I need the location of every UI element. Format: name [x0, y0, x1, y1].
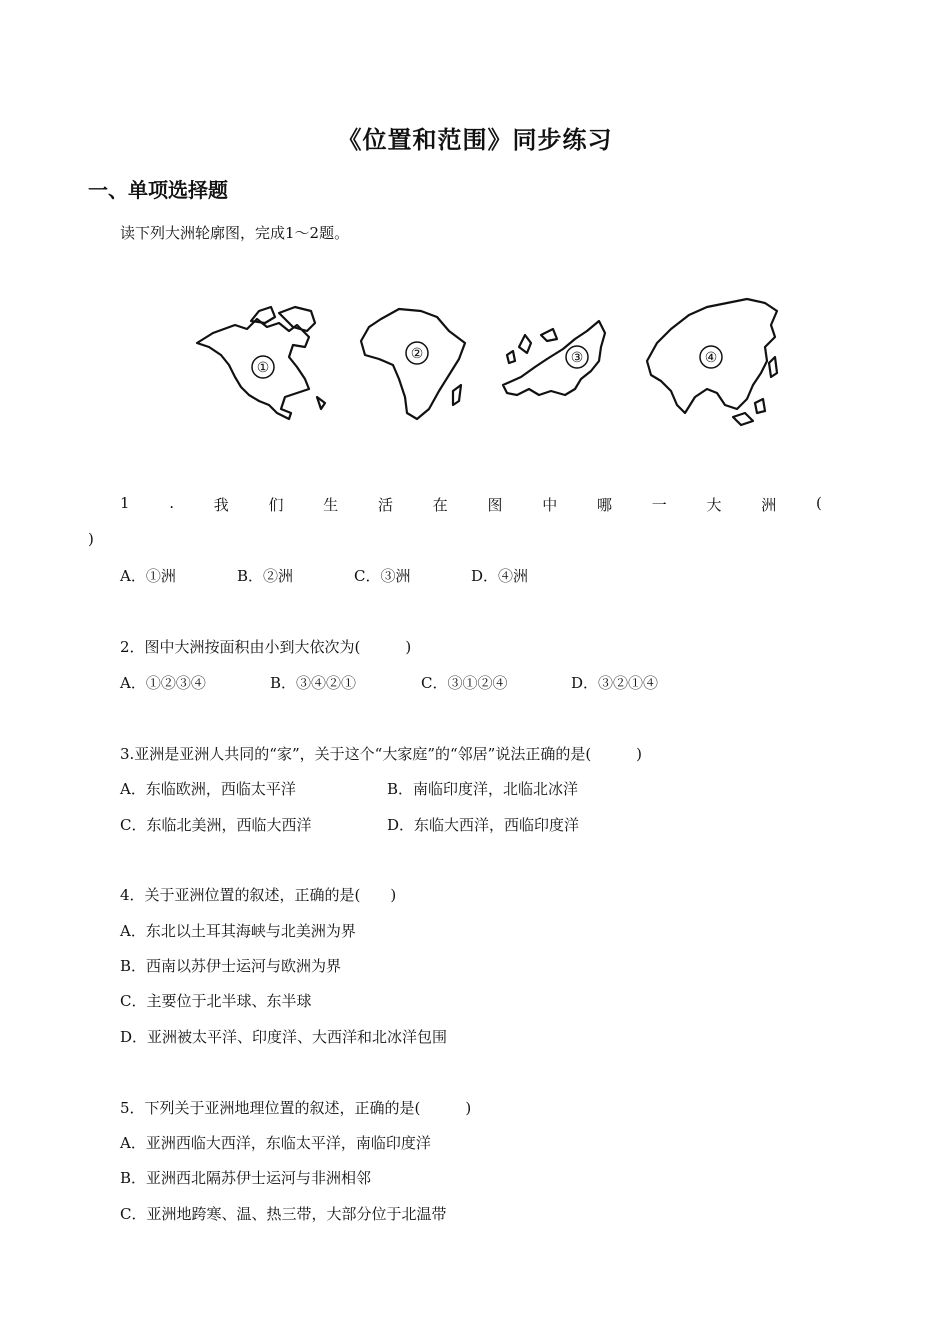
option-d[interactable]: D．③②①④	[571, 674, 659, 692]
question-4-stem: 4．关于亚洲位置的叙述，正确的是( )	[120, 886, 397, 904]
stem-char: 活	[378, 496, 394, 514]
stem-char: 洲	[761, 496, 777, 514]
option-b[interactable]: B．南临印度洋，北临北冰洋	[387, 780, 579, 798]
continent-outline-figure	[185, 285, 785, 440]
option-c[interactable]: C．③①②④	[421, 674, 508, 692]
question-1-stem-tail: )	[88, 530, 94, 548]
option-d[interactable]: D．④洲	[471, 567, 529, 585]
page-title: 《位置和范围》同步练习	[337, 126, 613, 154]
stem-char: 在	[432, 496, 448, 514]
stem-char: 大	[706, 496, 722, 514]
option-c[interactable]: C．主要位于北半球、东半球	[120, 992, 312, 1010]
question-5-stem: 5．下列关于亚洲地理位置的叙述，正确的是( )	[120, 1099, 472, 1117]
map-label-3: ③	[570, 350, 584, 366]
stem-char: 我	[213, 496, 229, 514]
question-3-options-row-1	[120, 778, 820, 798]
stem-char: 中	[542, 496, 558, 514]
option-b[interactable]: B．西南以苏伊士运河与欧洲为界	[120, 957, 342, 975]
intro-text: 读下列大洲轮廓图，完成1～2题。	[120, 224, 350, 242]
option-a[interactable]: A．①洲	[120, 567, 176, 585]
question-2-options	[120, 672, 820, 692]
option-a[interactable]: A．东北以土耳其海峡与北美洲为界	[120, 922, 356, 940]
map-continent-3	[503, 321, 605, 395]
option-a[interactable]: A．①②③④	[120, 674, 206, 692]
option-b[interactable]: B．②洲	[237, 567, 294, 585]
option-c[interactable]: C．东临北美洲，西临大西洋	[120, 816, 312, 834]
stem-char: 一	[651, 496, 667, 514]
option-d[interactable]: D．亚洲被太平洋、印度洋、大西洋和北冰洋包围	[120, 1028, 448, 1046]
question-1-options	[120, 565, 720, 585]
option-a[interactable]: A．东临欧洲，西临太平洋	[120, 780, 296, 798]
option-b[interactable]: B．亚洲西北隔苏伊士运河与非洲相邻	[120, 1169, 372, 1187]
question-3-stem: 3.亚洲是亚洲人共同的“家”，关于这个“大家庭”的“邻居”说法正确的是( )	[120, 745, 643, 763]
question-1-stem	[120, 494, 822, 515]
stem-char: 哪	[597, 496, 613, 514]
map-label-2: ②	[410, 346, 424, 362]
option-b[interactable]: B．③④②①	[270, 674, 357, 692]
question-3-options-row-2	[120, 814, 820, 834]
section-heading: 一、单项选择题	[88, 178, 228, 202]
option-a[interactable]: A．亚洲西临大西洋，东临太平洋，南临印度洋	[120, 1134, 431, 1152]
option-d[interactable]: D．东临大西洋，西临印度洋	[387, 816, 580, 834]
stem-char: 图	[487, 496, 503, 514]
stem-char: 们	[268, 496, 284, 514]
map-label-1: ①	[256, 360, 270, 376]
map-label-4: ④	[704, 350, 718, 366]
option-c[interactable]: C．亚洲地跨寒、温、热三带，大部分位于北温带	[120, 1205, 447, 1223]
stem-char: (	[816, 494, 822, 512]
option-c[interactable]: C．③洲	[354, 567, 411, 585]
stem-char: .	[169, 494, 175, 512]
stem-char: 生	[323, 496, 339, 514]
stem-char: 1	[120, 494, 130, 512]
question-2-stem: 2．图中大洲按面积由小到大依次为( )	[120, 638, 412, 656]
